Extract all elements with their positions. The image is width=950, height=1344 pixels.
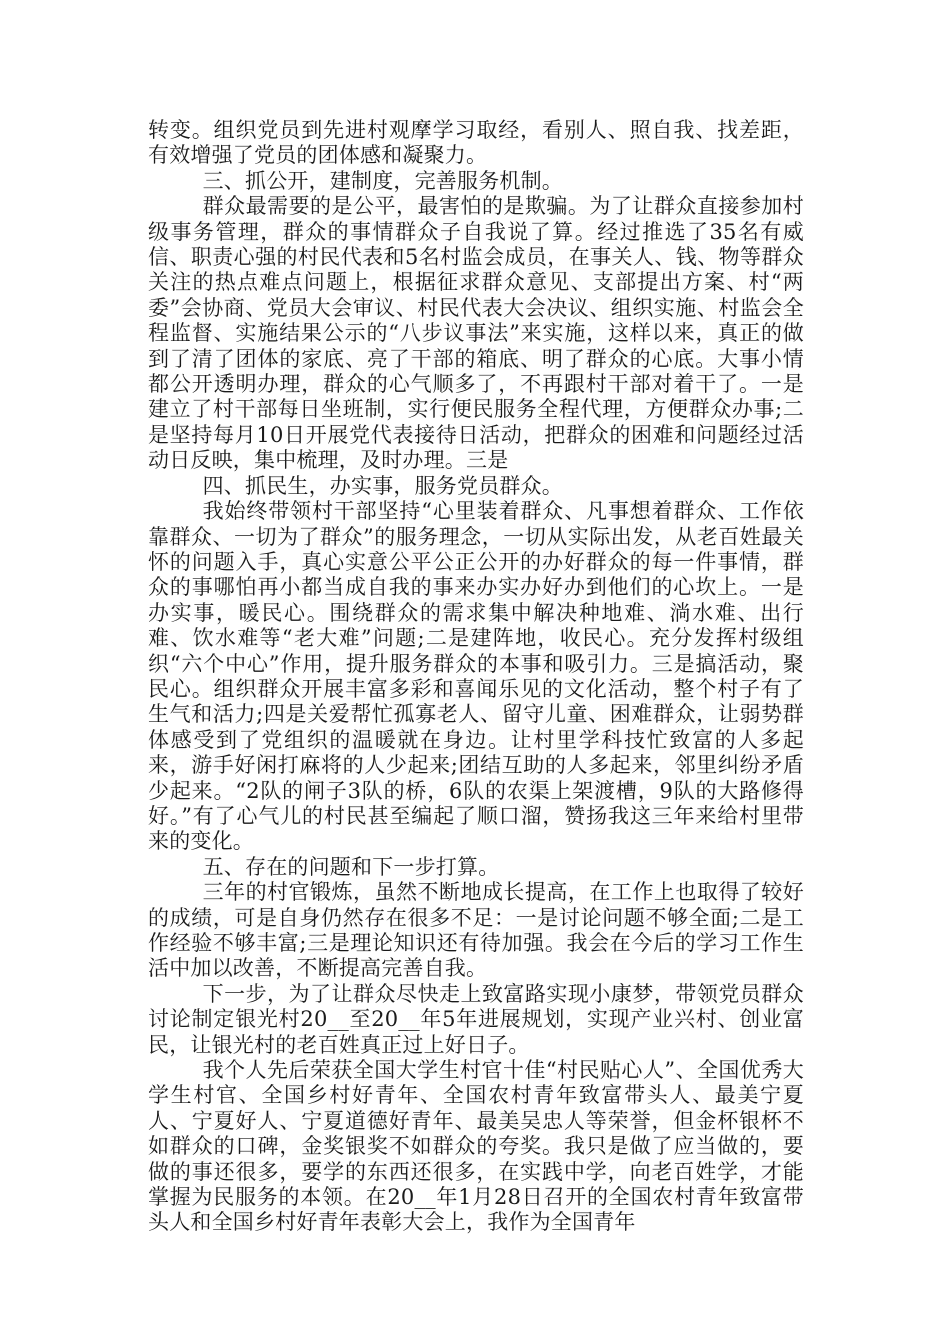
paragraph-continuation: 转变。组织党员到先进村观摩学习取经，看别人、照自我、找差距，有效增强了党员的团体感和凝聚力。 xyxy=(148,118,804,168)
paragraph-honors: 我个人先后荣获全国大学生村官十佳“村民贴心人”、全国优秀大学生村官、全国乡村好青年、全国农村青年致富带头人、最美宁夏人、宁夏好人、宁夏道德好青年、最美吴忠人等荣誉，但金杯银杯不如群众的口碑，金奖银奖不如群众的夸奖。我只是做了应当做的，要做的事还很多，要学的东西还很多，在实践中学，向老百姓学，才能掌握为民服务的本领。在20__年1月28日召开的全国农村青年致富带头人和全国乡村好青年表彰大会上，我作为全国青年 xyxy=(148,1058,804,1235)
section-heading-3: 三、抓公开，建制度，完善服务机制。 xyxy=(202,168,563,193)
paragraph-openness: 群众最需要的是公平，最害怕的是欺骗。为了让群众直接参加村级事务管理，群众的事情群众子自我说了算。经过推选了35名有威信、职责心强的村民代表和5名村监会成员，在事关人、钱、物等群众关注的热点难点问题上，根据征求群众意见、支部提出方案、村“两委”会协商、党员大会审议、村民代表大会决议、组织实施、村监会全程监督、实施结果公示的“八步议事法”来实施，这样以来，真正的做到了清了团体的家底、亮了干部的箱底、明了群众的心底。大事小情都公开透明办理，群众的心气顺多了，不再跟村干部对着干了。一是建立了村干部每日坐班制，实行便民服务全程代理，方便群众办事;二是坚持每月10日开展党代表接待日活动，把群众的困难和问题经过活动日反映，集中梳理，及时办理。三是 xyxy=(148,194,804,473)
paragraph-next-steps: 下一步，为了让群众尽快走上致富路实现小康梦，带领党员群众讨论制定银光村20__至20__年5年进展规划，实现产业兴村、创业富民，让银光村的老百姓真正过上好日子。 xyxy=(148,981,804,1057)
paragraph-problems: 三年的村官锻炼，虽然不断地成长提高，在工作上也取得了较好的成绩，可是自身仍然存在很多不足：一是讨论问题不够全面;二是工作经验不够丰富;三是理论知识还有待加强。我会在今后的学习工作生活中加以改善，不断提高完善自我。 xyxy=(148,880,804,981)
document-page xyxy=(148,118,804,1236)
section-heading-5: 五、存在的问题和下一步打算。 xyxy=(202,854,500,879)
section-heading-4: 四、抓民生，办实事，服务党员群众。 xyxy=(202,473,563,498)
paragraph-livelihood: 我始终带领村干部坚持“心里装着群众、凡事想着群众、工作依靠群众、一切为了群众”的服务理念，一切从实际出发，从老百姓最关怀的问题入手，真心实意公平公正公开的办好群众的每一件事情，群众的事哪怕再小都当成自我的事来办实办好办到他们的心坎上。一是办实事，暖民心。围绕群众的需求集中解决种地难、淌水难、出行难、饮水难等“老大难”问题;二是建阵地，收民心。充分发挥村级组织“六个中心”作用，提升服务群众的本事和吸引力。三是搞活动，聚民心。组织群众开展丰富多彩和喜闻乐见的文化活动，整个村子有了生气和活力;四是关爱帮忙孤寡老人、留守儿童、困难群众，让弱势群体感受到了党组织的温暖就在身边。让村里学科技忙致富的人多起来，游手好闲打麻将的人少起来;团结互助的人多起来，邻里纠纷矛盾少起来。“2队的闸子3队的桥，6队的农渠上架渡槽，9队的大路修得好。”有了心气儿的村民甚至编起了顺口溜，赞扬我这三年来给村里带来的变化。 xyxy=(148,499,804,854)
